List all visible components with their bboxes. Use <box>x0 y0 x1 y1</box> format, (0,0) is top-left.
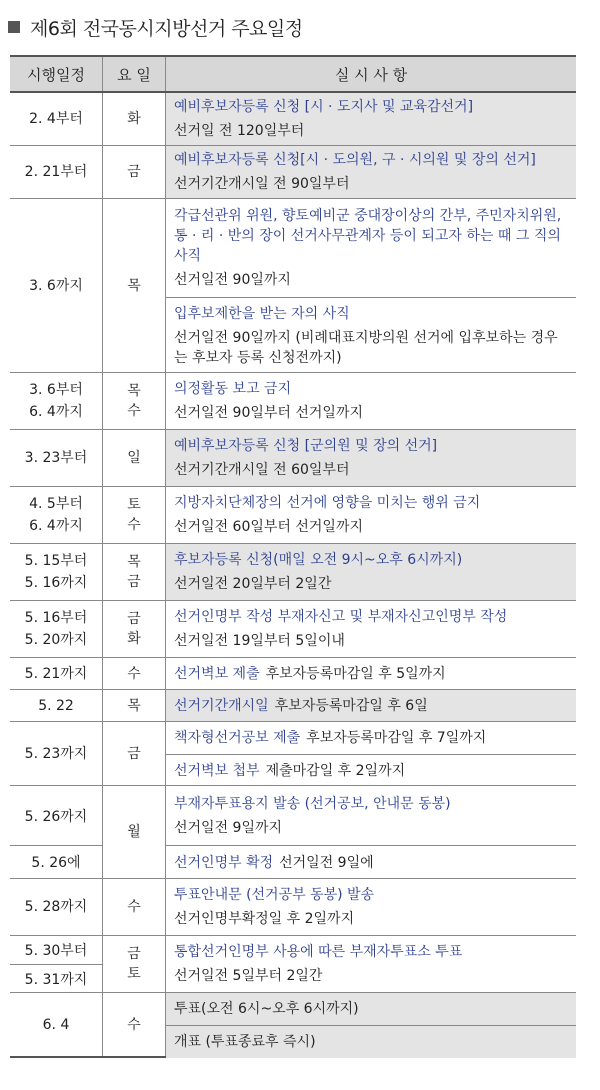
date-text: 3. 6까지 <box>29 277 83 294</box>
task-note: 선거일전 90일까지 <box>174 272 291 288</box>
date-cell <box>10 722 103 785</box>
date-text: 5. 26까지 <box>24 808 88 825</box>
page-title: 제6회 전국동시지방선거 주요일정 <box>30 17 303 40</box>
day-cell <box>103 199 166 372</box>
header-day: 요 일 <box>103 57 166 91</box>
date-text: 5. 30부터 <box>24 943 88 959</box>
task-item <box>166 786 576 845</box>
day-text: 토 <box>127 966 141 982</box>
task-item <box>166 658 576 689</box>
date-cell <box>10 199 103 372</box>
table-header <box>10 55 576 93</box>
day-cell <box>103 936 166 992</box>
task-item <box>166 690 576 721</box>
task-note: 후보자등록마감일 후 7일까지 <box>306 730 487 746</box>
task-item <box>166 879 576 935</box>
task-cell <box>166 993 576 1056</box>
day-cell <box>103 544 166 600</box>
task-note: 선거일전 9일에 <box>279 854 374 871</box>
task-cell <box>166 544 576 600</box>
date-cell <box>10 146 103 198</box>
date-cell <box>10 373 103 429</box>
task-item <box>166 754 576 786</box>
task-title: 예비후보자등록 신청[시 · 도의원, 구 · 시의원 및 장의 선거] <box>174 152 536 168</box>
task-note: 선거일전 19일부터 5일이내 <box>174 633 345 649</box>
day-cell <box>103 879 166 935</box>
table-row <box>10 93 576 146</box>
day-text: 목 <box>127 697 141 714</box>
task-item <box>166 845 576 879</box>
task-cell <box>166 487 576 543</box>
task-item <box>166 93 576 145</box>
date-text: 5. 16까지 <box>24 575 88 591</box>
task-title: 선거벽보 제출 <box>174 665 260 682</box>
task-note: 제출마감일 후 2일까지 <box>265 762 406 779</box>
task-note: 선거기간개시일 전 90일부터 <box>174 176 350 192</box>
task-cell <box>166 936 576 992</box>
schedule-table <box>10 55 576 1058</box>
date-text: 5. 28까지 <box>24 899 88 915</box>
date-cell <box>10 544 103 600</box>
date-text: 5. 31까지 <box>24 971 88 988</box>
day-text: 목 <box>127 383 141 399</box>
day-text: 목 <box>127 277 141 294</box>
task-title: 지방자치단체장의 선거에 영향을 미치는 행위 금지 <box>174 495 481 511</box>
task-cell <box>166 690 576 721</box>
square-bullet-icon <box>8 21 20 33</box>
day-text: 금 <box>127 574 141 590</box>
task-title: 예비후보자등록 신청 [시 · 도지사 및 교육감선거] <box>174 99 474 115</box>
task-item <box>166 146 576 198</box>
task-line <box>174 696 570 716</box>
date-text: 6. 4 <box>42 1016 70 1033</box>
task-note: 개표 (투표종료후 즉시) <box>174 1034 316 1050</box>
day-cell <box>103 93 166 145</box>
task-cell <box>166 93 576 145</box>
date-text: 5. 20까지 <box>24 632 88 648</box>
date-text: 3. 23부터 <box>24 450 88 466</box>
day-cell <box>103 430 166 486</box>
header-date: 시행일정 <box>10 57 103 91</box>
table-row <box>10 936 576 993</box>
day-cell <box>103 658 166 689</box>
date-text: 6. 4까지 <box>29 404 83 420</box>
day-text: 수 <box>127 517 141 533</box>
day-cell <box>103 786 166 878</box>
task-line <box>174 664 570 684</box>
task-item <box>166 373 576 429</box>
task-item <box>166 1025 576 1058</box>
date-cell <box>10 93 103 145</box>
day-text: 수 <box>127 665 141 682</box>
day-text: 금 <box>127 164 141 180</box>
date-text: 5. 26에 <box>31 855 81 871</box>
table-row <box>10 544 576 601</box>
date-cell <box>10 879 103 935</box>
task-title: 부재자투표용지 발송 (선거공보, 안내문 동봉) <box>174 795 451 812</box>
task-cell <box>166 786 576 878</box>
date-text: 5. 22 <box>38 697 74 714</box>
task-title: 선거기간개시일 <box>174 697 269 714</box>
task-item <box>166 936 576 992</box>
task-item <box>166 297 576 373</box>
task-cell <box>166 722 576 785</box>
table-row <box>10 993 576 1058</box>
day-text: 목 <box>127 554 141 570</box>
task-note: 선거기간개시일 전 60일부터 <box>174 462 350 478</box>
day-cell <box>103 146 166 198</box>
table-row <box>10 879 576 936</box>
task-title: 투표안내문 (선거공부 동봉) 발송 <box>174 887 375 903</box>
day-text: 화 <box>127 631 141 647</box>
task-line <box>174 853 570 873</box>
day-text: 일 <box>127 450 141 466</box>
task-title: 선거인명부 확정 <box>174 854 274 871</box>
date-text: 6. 4까지 <box>29 518 83 534</box>
task-title: 의정활동 보고 금지 <box>174 381 292 397</box>
table-row <box>10 658 576 690</box>
task-line <box>174 728 570 748</box>
table-row <box>10 487 576 544</box>
task-item <box>166 993 576 1025</box>
date-text: 5. 15부터 <box>24 553 88 569</box>
task-title: 선거벽보 첩부 <box>174 762 260 779</box>
day-cell <box>103 690 166 721</box>
task-note: 선거일전 90일부터 선거일까지 <box>174 405 364 421</box>
task-item <box>166 430 576 486</box>
date-cell <box>10 658 103 689</box>
task-cell <box>166 658 576 689</box>
table-row <box>10 373 576 430</box>
day-text: 수 <box>127 1016 141 1033</box>
day-text: 금 <box>127 611 141 627</box>
task-title: 후보자등록 신청(매일 오전 9시~오후 6시까지) <box>174 552 463 568</box>
task-cell <box>166 146 576 198</box>
task-note: 선거일전 60일부터 선거일까지 <box>174 519 364 535</box>
day-cell <box>103 722 166 785</box>
task-cell <box>166 879 576 935</box>
date-text: 2. 4부터 <box>29 111 83 127</box>
task-item <box>166 199 576 297</box>
task-note: 선거일전 9일까지 <box>174 819 283 836</box>
table-body <box>10 93 576 1058</box>
day-text: 화 <box>127 111 141 127</box>
date-cell <box>10 601 103 657</box>
task-title: 예비후보자등록 신청 [군의원 및 장의 선거] <box>174 438 438 454</box>
day-cell <box>103 487 166 543</box>
table-row <box>10 690 576 722</box>
day-cell <box>103 993 166 1056</box>
task-item <box>166 544 576 600</box>
task-title: 통합선거인명부 사용에 따른 부재자투표소 투표 <box>174 944 463 960</box>
task-item <box>166 722 576 754</box>
day-text: 금 <box>127 745 141 762</box>
day-text: 토 <box>127 497 141 513</box>
task-cell <box>166 601 576 657</box>
date-text: 2. 21부터 <box>24 164 88 180</box>
task-note: 투표(오전 6시~오후 6시까지) <box>174 1001 359 1017</box>
date-cell <box>10 487 103 543</box>
page-title-block <box>8 14 303 40</box>
task-line <box>174 761 570 781</box>
date-text: 3. 6부터 <box>29 382 83 398</box>
task-cell <box>166 373 576 429</box>
task-note: 선거일전 5일부터 2일간 <box>174 968 323 984</box>
task-note: 선거인명부확정일 후 2일까지 <box>174 911 355 927</box>
task-note: 선거일 전 120일부터 <box>174 123 305 139</box>
day-cell <box>103 601 166 657</box>
task-item <box>166 487 576 543</box>
table-row <box>10 430 576 487</box>
task-title: 각급선관위 위원, 향토예비군 중대장이상의 간부, 주민자치위원, 통 · 리 · 반의 장이 선거사무관계자 등이 되고자 하는 때 그 직의 사직 <box>174 208 562 264</box>
date-text: 4. 5부터 <box>29 496 83 512</box>
day-cell <box>103 373 166 429</box>
task-note: 후보자등록마감일 후 6일 <box>274 697 428 714</box>
day-text: 수 <box>127 899 141 915</box>
task-note: 선거일전 20일부터 2일간 <box>174 576 332 592</box>
task-title: 책자형선거공보 제출 <box>174 730 301 746</box>
day-text: 금 <box>127 946 141 962</box>
task-note: 후보자등록마감일 후 5일까지 <box>265 665 446 682</box>
task-title: 입후보제한을 받는 자의 사직 <box>174 305 350 322</box>
date-cell <box>10 690 103 721</box>
table-row <box>10 199 576 373</box>
day-text: 수 <box>127 403 141 419</box>
header-task: 실 시 사 항 <box>334 65 408 84</box>
task-item <box>166 601 576 657</box>
task-note: 선거일전 90일까지 (비례대표지방의원 선거에 입후보하는 경우는 후보자 등록 신청전까지) <box>174 329 558 366</box>
task-cell <box>166 430 576 486</box>
table-row <box>10 601 576 658</box>
date-cell <box>10 430 103 486</box>
date-text: 5. 23까지 <box>24 745 88 762</box>
date-cell <box>10 993 103 1056</box>
task-cell <box>166 199 576 372</box>
date-text: 5. 16부터 <box>24 610 88 626</box>
table-row <box>10 722 576 786</box>
task-title: 선거인명부 작성 부재자신고 및 부재자신고인명부 작성 <box>174 609 508 625</box>
day-text: 월 <box>127 824 141 840</box>
table-row <box>10 146 576 199</box>
table-row <box>10 786 576 879</box>
date-text: 5. 21까지 <box>24 665 88 682</box>
